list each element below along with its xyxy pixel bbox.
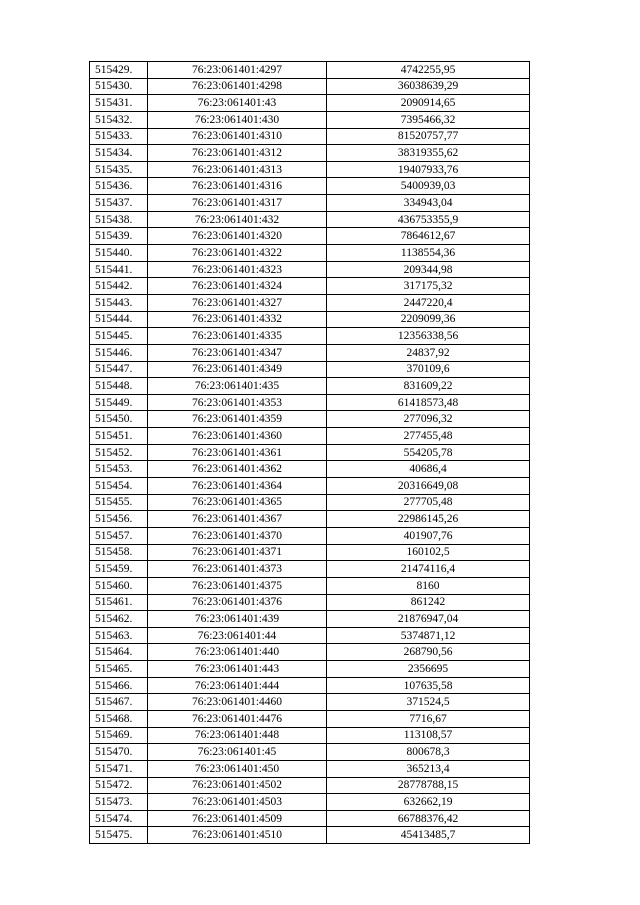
cadastral-value-cell: 1138554,36 (327, 245, 530, 262)
row-number-cell: 515451. (90, 428, 148, 445)
cadastral-value-cell: 81520757,77 (327, 128, 530, 145)
cadastral-value-cell: 160102,5 (327, 544, 530, 561)
row-number-cell: 515447. (90, 361, 148, 378)
cadastral-value-cell: 800678,3 (327, 744, 530, 761)
table-row (90, 78, 530, 95)
cadastral-number-cell: 76:23:061401:4509 (148, 810, 327, 827)
row-number-cell: 515466. (90, 677, 148, 694)
row-number-cell: 515468. (90, 710, 148, 727)
cadastral-number-cell: 76:23:061401:4360 (148, 428, 327, 445)
row-number-cell: 515443. (90, 294, 148, 311)
cadastral-value-cell: 334943,04 (327, 195, 530, 212)
table-row (90, 644, 530, 661)
cadastral-value-cell: 7395466,32 (327, 111, 530, 128)
row-number-cell: 515439. (90, 228, 148, 245)
table-row (90, 394, 530, 411)
cadastral-value-cell: 36038639,29 (327, 78, 530, 95)
cadastral-value-cell: 7716,67 (327, 710, 530, 727)
row-number-cell: 515470. (90, 744, 148, 761)
row-number-cell: 515472. (90, 777, 148, 794)
row-number-cell: 515457. (90, 527, 148, 544)
cadastral-value-cell: 2447220,4 (327, 294, 530, 311)
cadastral-value-cell: 365213,4 (327, 760, 530, 777)
table-row (90, 311, 530, 328)
row-number-cell: 515450. (90, 411, 148, 428)
row-number-cell: 515453. (90, 461, 148, 478)
cadastral-value-cell: 2356695 (327, 661, 530, 678)
cadastral-value-table (89, 61, 530, 844)
cadastral-number-cell: 76:23:061401:4476 (148, 710, 327, 727)
cadastral-number-cell: 76:23:061401:4370 (148, 527, 327, 544)
row-number-cell: 515469. (90, 727, 148, 744)
cadastral-number-cell: 76:23:061401:4347 (148, 344, 327, 361)
row-number-cell: 515437. (90, 195, 148, 212)
row-number-cell: 515436. (90, 178, 148, 195)
table-row (90, 195, 530, 212)
row-number-cell: 515459. (90, 561, 148, 578)
table-row (90, 694, 530, 711)
table-row (90, 145, 530, 162)
table-body (90, 62, 530, 844)
cadastral-number-cell: 76:23:061401:4313 (148, 161, 327, 178)
row-number-cell: 515430. (90, 78, 148, 95)
cadastral-value-cell: 277096,32 (327, 411, 530, 428)
cadastral-number-cell: 76:23:061401:4502 (148, 777, 327, 794)
cadastral-number-cell: 76:23:061401:4371 (148, 544, 327, 561)
cadastral-value-cell: 370109,6 (327, 361, 530, 378)
row-number-cell: 515449. (90, 394, 148, 411)
table-row (90, 561, 530, 578)
cadastral-number-cell: 76:23:061401:4365 (148, 494, 327, 511)
table-row (90, 444, 530, 461)
cadastral-number-cell: 76:23:061401:4323 (148, 261, 327, 278)
row-number-cell: 515452. (90, 444, 148, 461)
table-row (90, 544, 530, 561)
table-row (90, 478, 530, 495)
row-number-cell: 515446. (90, 344, 148, 361)
cadastral-value-cell: 5374871,12 (327, 627, 530, 644)
table-row (90, 344, 530, 361)
cadastral-value-cell: 21474116,4 (327, 561, 530, 578)
row-number-cell: 515467. (90, 694, 148, 711)
cadastral-value-cell: 7864612,67 (327, 228, 530, 245)
row-number-cell: 515458. (90, 544, 148, 561)
cadastral-value-cell: 277455,48 (327, 428, 530, 445)
cadastral-number-cell: 76:23:061401:44 (148, 627, 327, 644)
cadastral-value-cell: 2090914,65 (327, 95, 530, 112)
cadastral-number-cell: 76:23:061401:4349 (148, 361, 327, 378)
cadastral-number-cell: 76:23:061401:4510 (148, 827, 327, 844)
table-row (90, 428, 530, 445)
table-row (90, 461, 530, 478)
table-row (90, 677, 530, 694)
table-row (90, 611, 530, 628)
row-number-cell: 515442. (90, 278, 148, 295)
cadastral-number-cell: 76:23:061401:4359 (148, 411, 327, 428)
cadastral-value-cell: 401907,76 (327, 527, 530, 544)
cadastral-number-cell: 76:23:061401:4317 (148, 195, 327, 212)
row-number-cell: 515431. (90, 95, 148, 112)
table-row (90, 278, 530, 295)
cadastral-number-cell: 76:23:061401:444 (148, 677, 327, 694)
cadastral-value-cell: 317175,32 (327, 278, 530, 295)
table-row (90, 627, 530, 644)
table-row (90, 710, 530, 727)
cadastral-number-cell: 76:23:061401:4460 (148, 694, 327, 711)
cadastral-value-cell: 38319355,62 (327, 145, 530, 162)
table-row (90, 95, 530, 112)
cadastral-value-cell: 268790,56 (327, 644, 530, 661)
cadastral-value-cell: 113108,57 (327, 727, 530, 744)
row-number-cell: 515433. (90, 128, 148, 145)
cadastral-value-cell: 20316649,08 (327, 478, 530, 495)
table-row (90, 744, 530, 761)
cadastral-number-cell: 76:23:061401:4375 (148, 577, 327, 594)
table-row (90, 661, 530, 678)
cadastral-number-cell: 76:23:061401:43 (148, 95, 327, 112)
cadastral-number-cell: 76:23:061401:4310 (148, 128, 327, 145)
row-number-cell: 515464. (90, 644, 148, 661)
row-number-cell: 515462. (90, 611, 148, 628)
row-number-cell: 515448. (90, 378, 148, 395)
table-row (90, 178, 530, 195)
cadastral-number-cell: 76:23:061401:4320 (148, 228, 327, 245)
row-number-cell: 515434. (90, 145, 148, 162)
row-number-cell: 515454. (90, 478, 148, 495)
cadastral-number-cell: 76:23:061401:4373 (148, 561, 327, 578)
cadastral-value-cell: 371524,5 (327, 694, 530, 711)
table-row (90, 527, 530, 544)
cadastral-number-cell: 76:23:061401:4362 (148, 461, 327, 478)
cadastral-value-cell: 632662,19 (327, 794, 530, 811)
cadastral-value-cell: 21876947,04 (327, 611, 530, 628)
cadastral-number-cell: 76:23:061401:432 (148, 211, 327, 228)
cadastral-value-cell: 277705,48 (327, 494, 530, 511)
cadastral-number-cell: 76:23:061401:4327 (148, 294, 327, 311)
cadastral-value-cell: 2209099,36 (327, 311, 530, 328)
table-row (90, 161, 530, 178)
row-number-cell: 515440. (90, 245, 148, 262)
table-row (90, 111, 530, 128)
cadastral-value-cell: 19407933,76 (327, 161, 530, 178)
table-row (90, 361, 530, 378)
row-number-cell: 515473. (90, 794, 148, 811)
cadastral-number-cell: 76:23:061401:4297 (148, 62, 327, 79)
table-row (90, 261, 530, 278)
cadastral-number-cell: 76:23:061401:4324 (148, 278, 327, 295)
cadastral-number-cell: 76:23:061401:4361 (148, 444, 327, 461)
cadastral-number-cell: 76:23:061401:4335 (148, 328, 327, 345)
table-row (90, 594, 530, 611)
row-number-cell: 515474. (90, 810, 148, 827)
table-row (90, 328, 530, 345)
row-number-cell: 515461. (90, 594, 148, 611)
cadastral-number-cell: 76:23:061401:4353 (148, 394, 327, 411)
cadastral-value-cell: 24837,92 (327, 344, 530, 361)
table-row (90, 810, 530, 827)
row-number-cell: 515432. (90, 111, 148, 128)
cadastral-number-cell: 76:23:061401:448 (148, 727, 327, 744)
table-row (90, 378, 530, 395)
cadastral-value-cell: 61418573,48 (327, 394, 530, 411)
cadastral-value-cell: 40686,4 (327, 461, 530, 478)
table-row (90, 827, 530, 844)
row-number-cell: 515463. (90, 627, 148, 644)
cadastral-value-cell: 28778788,15 (327, 777, 530, 794)
table-row (90, 777, 530, 794)
cadastral-number-cell: 76:23:061401:440 (148, 644, 327, 661)
row-number-cell: 515460. (90, 577, 148, 594)
cadastral-value-cell: 861242 (327, 594, 530, 611)
cadastral-number-cell: 76:23:061401:4367 (148, 511, 327, 528)
table-row (90, 794, 530, 811)
cadastral-value-cell: 209344,98 (327, 261, 530, 278)
cadastral-value-cell: 66788376,42 (327, 810, 530, 827)
row-number-cell: 515455. (90, 494, 148, 511)
row-number-cell: 515475. (90, 827, 148, 844)
cadastral-number-cell: 76:23:061401:439 (148, 611, 327, 628)
cadastral-value-cell: 554205,78 (327, 444, 530, 461)
cadastral-number-cell: 76:23:061401:4322 (148, 245, 327, 262)
cadastral-value-cell: 12356338,56 (327, 328, 530, 345)
table-row (90, 294, 530, 311)
cadastral-value-cell: 45413485,7 (327, 827, 530, 844)
table-row (90, 62, 530, 79)
cadastral-number-cell: 76:23:061401:430 (148, 111, 327, 128)
cadastral-number-cell: 76:23:061401:4503 (148, 794, 327, 811)
row-number-cell: 515456. (90, 511, 148, 528)
cadastral-number-cell: 76:23:061401:450 (148, 760, 327, 777)
cadastral-value-cell: 22986145,26 (327, 511, 530, 528)
table-row (90, 228, 530, 245)
table-row (90, 511, 530, 528)
row-number-cell: 515429. (90, 62, 148, 79)
row-number-cell: 515438. (90, 211, 148, 228)
cadastral-value-cell: 5400939,03 (327, 178, 530, 195)
table-row (90, 760, 530, 777)
row-number-cell: 515445. (90, 328, 148, 345)
cadastral-value-cell: 831609,22 (327, 378, 530, 395)
cadastral-number-cell: 76:23:061401:4298 (148, 78, 327, 95)
row-number-cell: 515441. (90, 261, 148, 278)
cadastral-value-cell: 436753355,9 (327, 211, 530, 228)
cadastral-number-cell: 76:23:061401:45 (148, 744, 327, 761)
table-row (90, 727, 530, 744)
cadastral-value-cell: 107635,58 (327, 677, 530, 694)
cadastral-number-cell: 76:23:061401:4376 (148, 594, 327, 611)
table-row (90, 411, 530, 428)
cadastral-number-cell: 76:23:061401:4364 (148, 478, 327, 495)
table-row (90, 245, 530, 262)
cadastral-value-cell: 4742255,95 (327, 62, 530, 79)
row-number-cell: 515435. (90, 161, 148, 178)
cadastral-number-cell: 76:23:061401:4312 (148, 145, 327, 162)
table-row (90, 494, 530, 511)
row-number-cell: 515465. (90, 661, 148, 678)
cadastral-number-cell: 76:23:061401:435 (148, 378, 327, 395)
table-row (90, 128, 530, 145)
table-row (90, 211, 530, 228)
cadastral-number-cell: 76:23:061401:4332 (148, 311, 327, 328)
cadastral-number-cell: 76:23:061401:4316 (148, 178, 327, 195)
cadastral-number-cell: 76:23:061401:443 (148, 661, 327, 678)
row-number-cell: 515471. (90, 760, 148, 777)
table-row (90, 577, 530, 594)
row-number-cell: 515444. (90, 311, 148, 328)
cadastral-value-cell: 8160 (327, 577, 530, 594)
